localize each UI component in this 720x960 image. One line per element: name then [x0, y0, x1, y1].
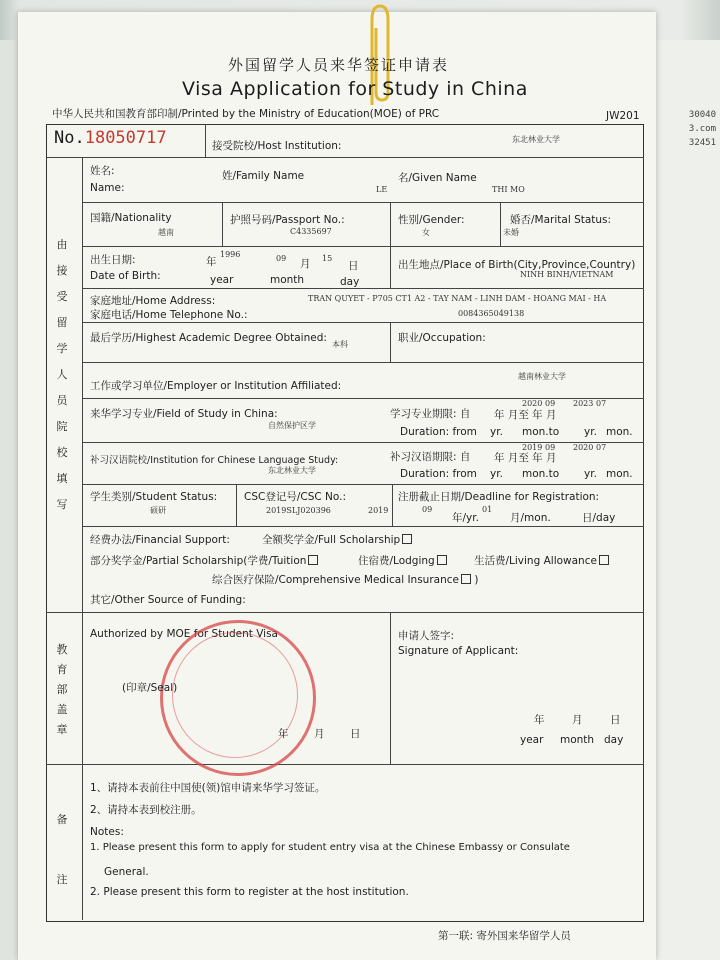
field-to-year: 2023	[573, 399, 594, 408]
lang-yr-to: yr.	[584, 468, 597, 480]
csc-label: CSC登记号/CSC No.:	[244, 491, 347, 503]
financial-label: 经费办法/Financial Support:	[90, 534, 230, 546]
applicant-signature-en: Signature of Applicant:	[398, 645, 519, 657]
living-allowance-label: 生活费/Living Allowance	[474, 555, 597, 567]
lodging-label: 住宿费/Lodging	[358, 555, 435, 567]
full-scholarship-label: 全额奖学金/Full Scholarship	[262, 534, 401, 546]
notes-title: Notes:	[90, 826, 124, 838]
name-label-cn: 姓名:	[90, 165, 115, 177]
medical-insurance-checkbox[interactable]	[461, 574, 471, 584]
dob-month-en: month	[270, 274, 305, 286]
lang-duration-label: Duration: from	[400, 468, 477, 480]
lang-label: 补习汉语院校/Institution for Chinese Language Study:	[90, 455, 339, 466]
field-period-label: 学习专业期限: 自	[390, 408, 471, 420]
side-label-moe: 教育部盖章	[56, 643, 68, 736]
nationality-value: 越南	[158, 228, 174, 237]
lang-value: 东北林业大学	[268, 466, 316, 475]
lang-to-year: 2020	[573, 443, 594, 452]
marital-value: 未婚	[503, 228, 519, 237]
given-name-value: THI MO	[492, 185, 525, 194]
partial-scholarship-label: 部分奖学金/Partial Scholarship(学费/Tuition	[90, 555, 307, 567]
form-code: JW201	[606, 110, 640, 122]
csc-year: 2019	[368, 506, 389, 515]
pob-label: 出生地点/Place of Birth(City,Province,Country)	[398, 259, 636, 271]
side-label-institution: 由接受留学人员院校填写	[56, 238, 68, 511]
lang-from-year: 2019	[522, 443, 543, 452]
host-institution-label: 接受院校/Host Institution:	[212, 140, 342, 152]
degree-label: 最后学历/Highest Academic Degree Obtained:	[90, 332, 327, 344]
family-name-label: 姓/Family Name	[222, 170, 305, 182]
lang-yr-from: yr.	[490, 468, 503, 480]
deadline-day: 日/day	[582, 512, 616, 524]
deadline-label: 注册截止日期/Deadline for Registration:	[398, 491, 600, 503]
dob-label-cn: 出生日期:	[90, 254, 136, 266]
full-scholarship-checkbox[interactable]	[402, 534, 412, 544]
field-mon: mon.	[606, 426, 633, 438]
under-text-3: 32451	[688, 138, 716, 148]
field-from-year: 2020	[522, 399, 543, 408]
notes-cn-2: 2、请持本表到校注册。	[90, 804, 202, 816]
field-label: 来华学习专业/Field of Study in China:	[90, 408, 278, 420]
moe-month: 月	[314, 728, 325, 740]
student-status-value: 硕研	[150, 506, 166, 515]
name-label-en: Name:	[90, 182, 125, 194]
dob-day-value: 15	[322, 254, 333, 263]
field-period-cn: 年 月至 年 月	[494, 409, 557, 421]
lodging[interactable]	[358, 553, 447, 568]
notes-en-1: 1. Please present this form to apply for student entry visa at the Chinese Embassy or Consulate	[90, 842, 570, 853]
notes-cn-1: 1、请持本表前往中国使(领)馆申请来华学习签证。	[90, 782, 326, 794]
pob-value: NINH BINH/VIETNAM	[520, 270, 614, 279]
living-allowance-checkbox[interactable]	[599, 555, 609, 565]
under-text-2: 3.com	[688, 124, 716, 134]
field-to-month: 07	[596, 399, 607, 408]
employer-label: 工作或学习单位/Employer or Institution Affiliated:	[90, 380, 342, 392]
other-funding-label: 其它/Other Source of Funding:	[90, 594, 246, 606]
under-text-1: 30040	[688, 110, 716, 120]
gender-label: 性别/Gender:	[398, 214, 465, 226]
medical-close-paren: )	[474, 574, 479, 586]
address-label: 家庭地址/Home Address:	[90, 295, 216, 307]
field-yr-to: yr.	[584, 426, 597, 438]
full-scholarship[interactable]	[262, 532, 412, 547]
lang-period-label: 补习汉语期限: 自	[390, 451, 471, 463]
living-allowance[interactable]	[474, 553, 609, 568]
side-label-notes: 备注	[56, 813, 68, 886]
lang-to-month: 07	[596, 443, 607, 452]
dob-label-en: Date of Birth:	[90, 270, 161, 282]
notes-en-1b: General.	[104, 866, 149, 878]
host-institution-value: 东北林业大学	[512, 135, 560, 144]
form-number-value: 18050717	[84, 128, 167, 148]
dob-year-en: year	[210, 274, 234, 286]
sig-day-en: day	[604, 734, 624, 746]
tuition-checkbox[interactable]	[308, 555, 318, 565]
moe-authorized-label: Authorized by MOE for Student Visa	[90, 628, 278, 640]
printed-by: 中华人民共和国教育部印制/Printed by the Ministry of Education(MOE) of PRC	[52, 108, 440, 120]
passport-value: C4335697	[290, 227, 332, 236]
given-name-label: 名/Given Name	[398, 172, 477, 184]
title-cn: 外国留学人员来华签证申请表	[228, 56, 450, 74]
field-mon-to: mon.to	[522, 426, 560, 438]
form-number	[54, 128, 167, 148]
employer-value: 越南林业大学	[518, 372, 566, 381]
student-status-label: 学生类别/Student Status:	[90, 491, 218, 503]
field-from-month: 09	[545, 399, 556, 408]
dob-day-cn: 日	[348, 260, 359, 272]
field-yr-from: yr.	[490, 426, 503, 438]
sig-year-cn: 年	[534, 714, 545, 726]
dob-year-cn: 年	[206, 256, 217, 268]
moe-year: 年	[278, 728, 289, 740]
dob-year-value: 1996	[220, 250, 241, 259]
marital-label: 婚否/Marital Status:	[510, 214, 612, 226]
family-name-value: LE	[376, 185, 388, 194]
deadline-month-value: 09	[422, 505, 433, 514]
moe-day: 日	[350, 728, 361, 740]
sig-month-en: month	[560, 734, 595, 746]
phone-label: 家庭电话/Home Telephone No.:	[90, 309, 248, 321]
form-number-label: No.	[54, 128, 85, 148]
deadline-day-value: 01	[482, 505, 493, 514]
medical-insurance[interactable]	[212, 572, 478, 587]
lodging-checkbox[interactable]	[437, 555, 447, 565]
partial-scholarship[interactable]	[90, 553, 318, 568]
sig-month-cn: 月	[572, 714, 583, 726]
lang-mon: mon.	[606, 468, 633, 480]
dob-month-value: 09	[276, 254, 287, 263]
field-value: 自然保护区学	[268, 421, 316, 430]
sig-day-cn: 日	[610, 714, 621, 726]
deadline-mon: 月/mon.	[510, 512, 551, 524]
passport-label: 护照号码/Passport No.:	[230, 214, 345, 226]
lang-period-cn: 年 月至 年 月	[494, 452, 557, 464]
dob-day-en: day	[340, 276, 360, 288]
lang-mon-to: mon.to	[522, 468, 560, 480]
csc-value: 2019SLJ020396	[266, 506, 331, 515]
sig-year-en: year	[520, 734, 544, 746]
title-en: Visa Application for Study in China	[182, 78, 528, 100]
address-value: TRAN QUYET - P705 CT1 A2 - TAY NAM - LINH DAM - HOANG MAI - HA	[308, 294, 607, 303]
phone-value: 0084365049138	[458, 309, 525, 318]
applicant-signature-cn: 申请人签字:	[398, 630, 455, 642]
field-duration-label: Duration: from	[400, 426, 477, 438]
footer-copy-note: 第一联: 寄外国来华留学人员	[438, 930, 571, 942]
occupation-label: 职业/Occupation:	[398, 332, 486, 344]
dob-month-cn: 月	[300, 258, 311, 270]
seal-label: (印章/Seal)	[122, 682, 178, 694]
gender-value: 女	[422, 228, 430, 237]
notes-en-2: 2. Please present this form to register at the host institution.	[90, 886, 409, 898]
deadline-yr: 年/yr.	[452, 512, 479, 524]
lang-from-month: 09	[545, 443, 556, 452]
medical-insurance-label: 综合医疗保险/Comprehensive Medical Insurance	[212, 574, 459, 586]
nationality-label: 国籍/Nationality	[90, 212, 172, 224]
degree-value: 本科	[332, 340, 348, 349]
